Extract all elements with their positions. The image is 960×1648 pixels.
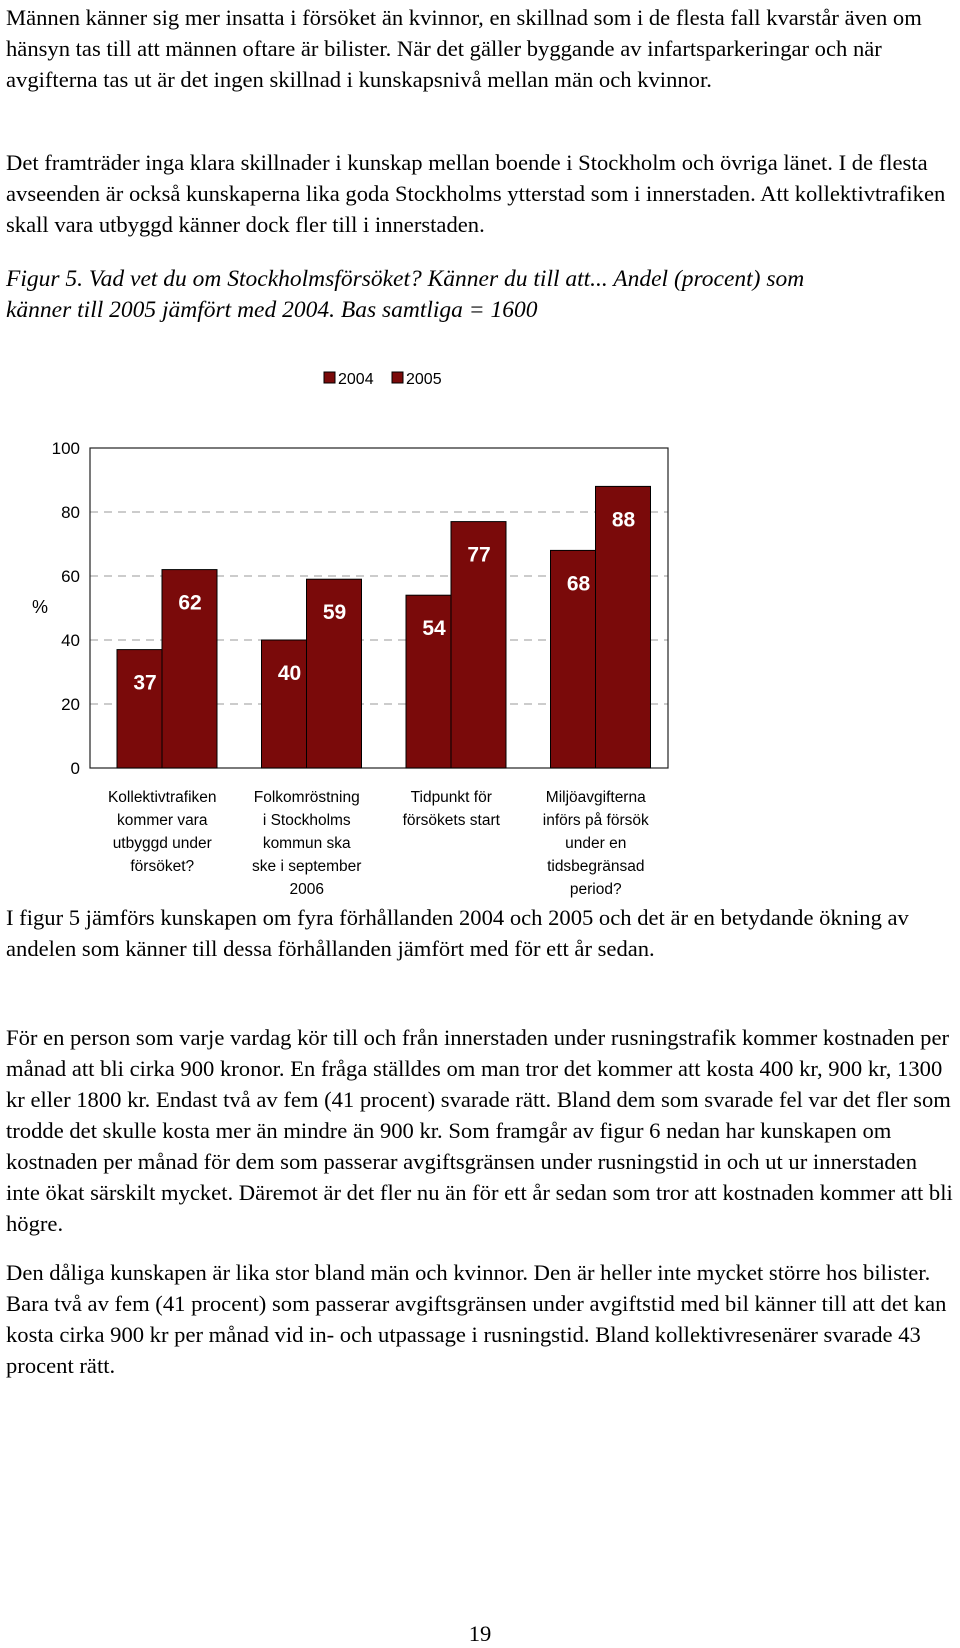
category-label — [403, 789, 501, 829]
legend-swatch-2004 — [324, 372, 335, 383]
category-label-line: försökets start — [402, 812, 500, 829]
y-tick-label: 0 — [70, 759, 80, 778]
bar-value-label: 59 — [322, 601, 347, 625]
category-label-line: Kollektivtrafiken — [107, 789, 217, 806]
bar-value-label: 62 — [178, 591, 202, 615]
y-axis-label: % — [31, 597, 49, 617]
category-label-line: försöket? — [130, 858, 195, 875]
figure-caption-line: Figur 5. Vad vet du om Stockholmsförsöket? Känner du till att... Andel (procent) som — [6, 266, 805, 292]
bar-value-label: 54 — [422, 617, 446, 641]
category-label — [543, 789, 649, 898]
bar-value-label: 88 — [611, 508, 636, 532]
category-label-line: kommer vara — [117, 812, 208, 829]
paragraph-monthly-cost: För en person som varje vardag kör till och från innerstaden under rusningstrafik kommer kostnaden per månad att bli cirka 900 kronor. En fråga ställdes om man tror det kommer att kosta 400 kr, 900 kr, 1300 kr eller 1800 kr. Endast två av fem (41 procent) svarade rätt. Bland dem som svarade fel var det fler som trodde det skulle kosta mer än mindre än 900 kr. Som framgår av figur 6 nedan har kunskapen om kostnaden per månad för dem som passerar avgiftsgränsen under rusningstid in och ut ur innerstaden inte ökat särskilt mycket. Däremot är det fler nu än för ett år sedan som tror att kostnaden kommer att bli högre. — [6, 1025, 953, 1236]
paragraph-gender-knowledge: Männen känner sig mer insatta i försöket än kvinnor, en skillnad som i de flesta fall kvarstår även om hänsyn tas till att männen oftare är bilister. När det gäller byggande av infartsparkeringar och när avgifterna tas ut är det ingen skillnad i kunskapsnivå mellan män och kvinnor. — [6, 5, 922, 92]
legend-label-2004: 2004 — [338, 371, 374, 388]
category-label — [252, 789, 361, 898]
bar-value-label: 77 — [467, 543, 491, 567]
category-label-line: Tidpunkt för — [410, 789, 492, 806]
category-label-line: period? — [569, 881, 622, 898]
paragraph-poor-knowledge: Den dåliga kunskapen är lika stor bland män och kvinnor. Den är heller inte mycket större hos bilister. Bara två av fem (41 procent) som passerar avgiftsgränsen under avgiftstid med bil känner till att det kan kosta cirka 900 kr per månad vid in- och utpassage i rusningstid. Bland kollektivresenärer svarade 43 procent rätt. — [6, 1260, 947, 1378]
category-label-line: ske i september — [252, 858, 362, 875]
category-label-line: Folkomröstning — [253, 789, 360, 806]
figure-5-bar-chart — [0, 370, 960, 910]
category-label-line: kommun ska — [262, 835, 351, 852]
y-tick-label: 40 — [61, 631, 80, 650]
y-tick-label: 60 — [61, 567, 80, 586]
y-tick-label: 20 — [61, 695, 80, 714]
bar-value-label: 37 — [133, 671, 157, 695]
category-label — [108, 789, 217, 875]
category-label-line: under en — [565, 835, 627, 852]
category-label-line: 2006 — [289, 881, 324, 898]
legend-swatch-2005 — [392, 372, 403, 383]
category-label-line: Miljöavgifterna — [545, 789, 646, 806]
paragraph-residence-knowledge: Det framträder inga klara skillnader i kunskap mellan boende i Stockholm och övriga länet. I de flesta avseenden är också kunskaperna lika goda Stockholms ytterstad som i innerstaden. Att kollektivtrafiken skall vara utbyggd känner dock fler till i innerstaden. — [6, 150, 946, 237]
paragraph-figure-comparison: I figur 5 jämförs kunskapen om fyra förhållanden 2004 och 2005 och det är en betydande ökning av andelen som känner till dessa förhållanden jämfört med för ett år sedan. — [6, 905, 909, 961]
y-tick-label: 80 — [61, 503, 80, 522]
bar-value-label: 40 — [277, 662, 302, 685]
legend-label-2005: 2005 — [406, 371, 442, 388]
figure-caption-line: känner till 2005 jämfört med 2004. Bas samtliga = 1600 — [6, 297, 538, 323]
page-number: 19 — [468, 1621, 492, 1646]
category-label-line: införs på försök — [542, 812, 649, 829]
y-tick-label: 100 — [51, 439, 80, 458]
category-label-line: tidsbegränsad — [547, 858, 645, 875]
figure-caption — [6, 264, 956, 326]
bar-value-label: 68 — [566, 572, 591, 596]
category-label-line: i Stockholms — [262, 812, 351, 829]
category-label-line: utbyggd under — [112, 835, 212, 852]
